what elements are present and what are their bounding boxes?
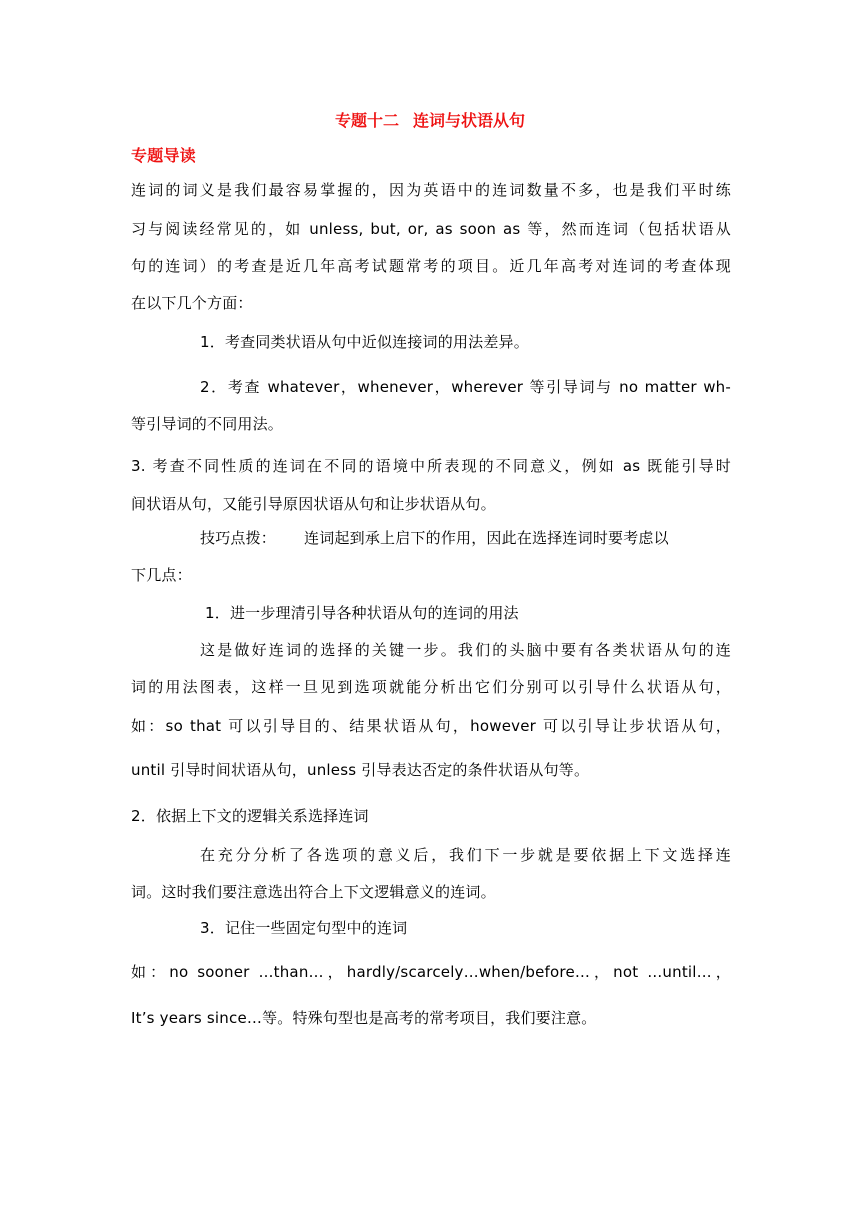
tip-3-line-1: 如：no sooner …than…，hardly/scarcely…when/before…，not …until…， xyxy=(131,963,731,981)
tip-1-line-1: 这是做好连词的选择的关键一步。我们的头脑中要有各类状语从句的连 xyxy=(200,641,731,659)
tip-3-line-2: It’s years since…等。特殊句型也是高考的常考项目，我们要注意。 xyxy=(131,1009,597,1027)
tips-line-1 xyxy=(200,528,731,548)
intro-line-1: 连词的词义是我们最容易掌握的，因为英语中的连词数量不多，也是我们平时练 xyxy=(131,181,731,199)
item-2-line-2: 等引导词的不同用法。 xyxy=(131,415,284,433)
tip-2-heading: 2．依据上下文的逻辑关系选择连词 xyxy=(131,807,369,825)
intro-line-4: 在以下几个方面： xyxy=(131,294,253,312)
tip-1-line-4: until 引导时间状语从句，unless 引导表达否定的条件状语从句等。 xyxy=(131,761,590,779)
item-2-line-1: 2．考查 whatever，whenever，wherever 等引导词与 no matter wh- xyxy=(200,378,731,396)
tips-text: 连词起到承上启下的作用，因此在选择连词时要考虑以 xyxy=(304,529,669,547)
tip-1-line-2: 词的用法图表，这样一旦见到选项就能分析出它们分别可以引导什么状语从句， xyxy=(131,678,731,696)
tip-1-heading: 1．进一步理清引导各种状语从句的连词的用法 xyxy=(205,604,519,622)
tips-label: 技巧点拨： xyxy=(200,529,277,547)
item-3-line-2: 间状语从句，又能引导原因状语从句和让步状语从句。 xyxy=(131,495,496,513)
tips-line-2: 下几点： xyxy=(131,566,192,584)
title-number: 专题十二 xyxy=(334,111,399,130)
tip-2-line-2: 词。这时我们要注意选出符合上下文逻辑意义的连词。 xyxy=(131,883,496,901)
tip-2-line-1: 在充分分析了各选项的意义后，我们下一步就是要依据上下文选择连 xyxy=(200,846,731,864)
tip-1-line-3: 如：so that 可以引导目的、结果状语从句，however 可以引导让步状语从句， xyxy=(131,717,731,735)
item-3-line-1: 3. 考查不同性质的连词在不同的语境中所表现的不同意义，例如 as 既能引导时 xyxy=(131,457,731,475)
section-heading: 专题导读 xyxy=(131,146,196,165)
intro-line-2: 习与阅读经常见的，如 unless, but, or, as soon as 等，然而连词（包括状语从 xyxy=(131,220,731,238)
title-text: 连词与状语从句 xyxy=(413,111,526,130)
tip-3-heading: 3．记住一些固定句型中的连词 xyxy=(200,919,408,937)
item-1: 1．考查同类状语从句中近似连接词的用法差异。 xyxy=(200,333,529,351)
intro-line-3: 句的连词）的考查是近几年高考试题常考的项目。近几年高考对连词的考查体现 xyxy=(131,257,731,275)
page-title xyxy=(0,110,860,132)
